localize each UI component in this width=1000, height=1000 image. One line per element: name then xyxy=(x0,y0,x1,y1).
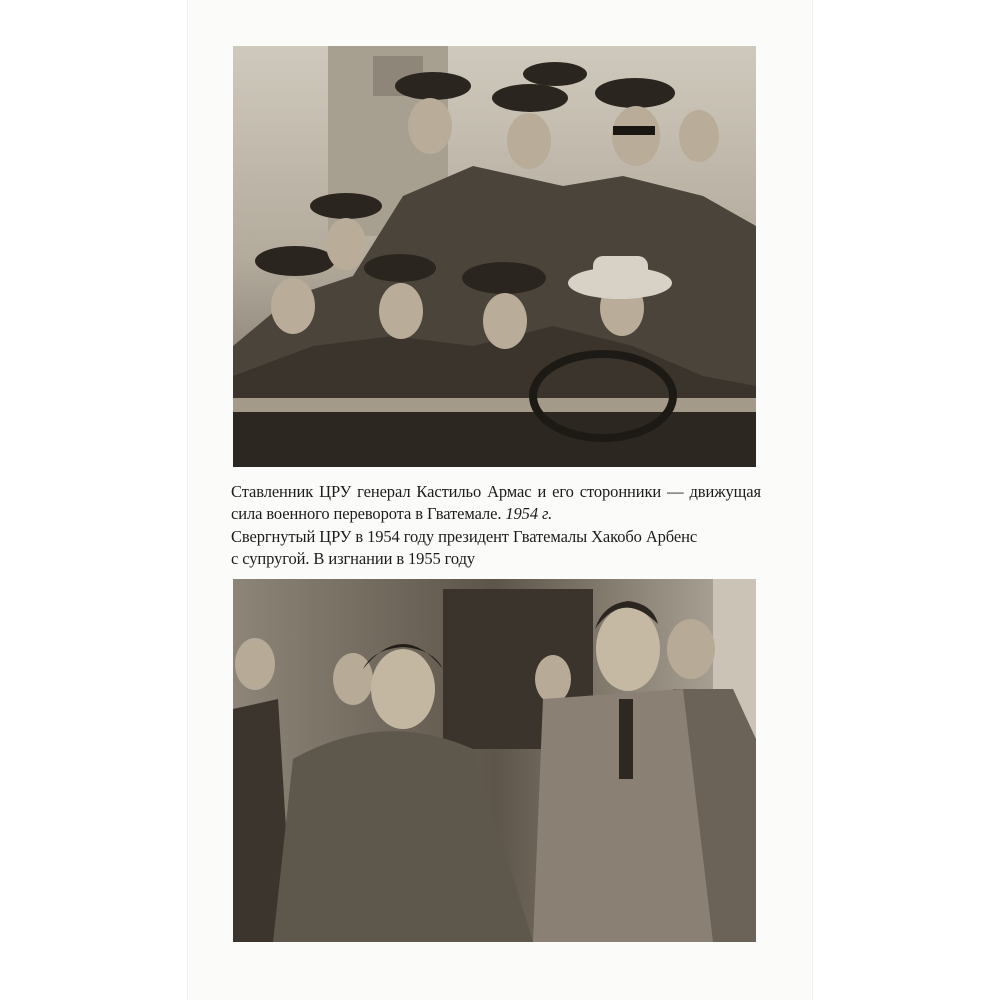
photo-arbenz-with-wife xyxy=(233,579,756,942)
photo-officers-image xyxy=(233,46,756,467)
caption-arbenz xyxy=(231,526,761,570)
caption-arbenz-line-2: с супругой. В изгнании в 1955 году xyxy=(231,549,476,568)
caption-officers-line-1: Ставленник ЦРУ генерал Кастильо Армас и его сторонники — движущая xyxy=(231,482,761,501)
caption-officers-date: 1954 г. xyxy=(505,504,553,523)
photo-officers-in-car xyxy=(233,46,756,467)
caption-arbenz-line-1: Свергнутый ЦРУ в 1954 году президент Гватемалы Хакобо Арбенс xyxy=(231,527,698,546)
caption-officers-line-2 xyxy=(231,503,761,525)
photo-arbenz-image xyxy=(233,579,756,942)
caption-officers xyxy=(231,481,761,525)
caption-officers-line-2-text: сила военного переворота в Гватемале. xyxy=(231,504,502,523)
